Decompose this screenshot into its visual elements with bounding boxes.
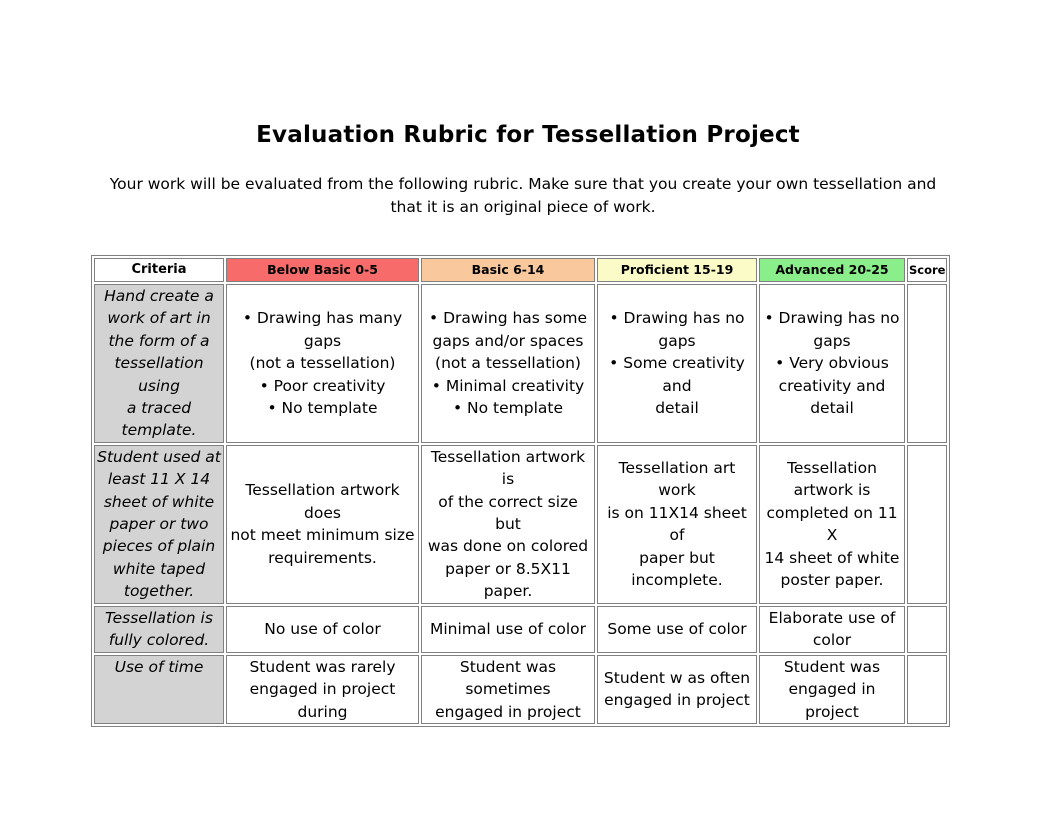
- header-below-basic: Below Basic 0-5: [226, 258, 419, 282]
- basic-cell: Minimal use of color: [421, 606, 595, 653]
- below-basic-cell: No use of color: [226, 606, 419, 653]
- below-basic-cell: • Drawing has many gaps (not a tessellation) • Poor creativity • No template: [226, 284, 419, 443]
- proficient-cell: • Drawing has no gaps • Some creativity and detail: [597, 284, 757, 443]
- header-basic: Basic 6-14: [421, 258, 595, 282]
- advanced-cell: Student was engaged in project: [759, 655, 905, 724]
- score-cell: [907, 445, 947, 604]
- score-cell: [907, 606, 947, 653]
- advanced-cell: Tessellation artwork is completed on 11 X 14 sheet of white poster paper.: [759, 445, 905, 604]
- page-title: Evaluation Rubric for Tessellation Project: [256, 122, 800, 148]
- table-row: [94, 655, 947, 724]
- criteria-cell: Use of time: [94, 655, 224, 724]
- header-proficient: Proficient 15-19: [597, 258, 757, 282]
- score-cell: [907, 655, 947, 724]
- basic-cell: • Drawing has some gaps and/or spaces (not a tessellation) • Minimal creativity • No template: [421, 284, 595, 443]
- criteria-cell: Tessellation is fully colored.: [94, 606, 224, 653]
- below-basic-cell: Tessellation artwork does not meet minimum size requirements.: [226, 445, 419, 604]
- criteria-cell: Hand create a work of art in the form of a tessellation using a traced template.: [94, 284, 224, 443]
- header-row: [94, 258, 947, 282]
- proficient-cell: Tessellation art work is on 11X14 sheet of paper but incomplete.: [597, 445, 757, 604]
- rubric-table: [91, 255, 950, 727]
- table-row: [94, 445, 947, 604]
- advanced-cell: • Drawing has no gaps • Very obvious creativity and detail: [759, 284, 905, 443]
- advanced-cell: Elaborate use of color: [759, 606, 905, 653]
- proficient-cell: Some use of color: [597, 606, 757, 653]
- criteria-cell: Student used at least 11 X 14 sheet of white paper or two pieces of plain white taped together.: [94, 445, 224, 604]
- score-cell: [907, 284, 947, 443]
- header-criteria: Criteria: [94, 258, 224, 282]
- table-row: [94, 284, 947, 443]
- basic-cell: Student was sometimes engaged in project: [421, 655, 595, 724]
- header-score: Score: [907, 258, 947, 282]
- table-row: [94, 606, 947, 653]
- basic-cell: Tessellation artwork is of the correct size but was done on colored paper or 8.5X11 paper.: [421, 445, 595, 604]
- proficient-cell: Student w as often engaged in project: [597, 655, 757, 724]
- header-advanced: Advanced 20-25: [759, 258, 905, 282]
- below-basic-cell: Student was rarely engaged in project during: [226, 655, 419, 724]
- intro-paragraph: Your work will be evaluated from the following rubric. Make sure that you create your own tessellation and that it is an original piece of work.: [109, 175, 937, 216]
